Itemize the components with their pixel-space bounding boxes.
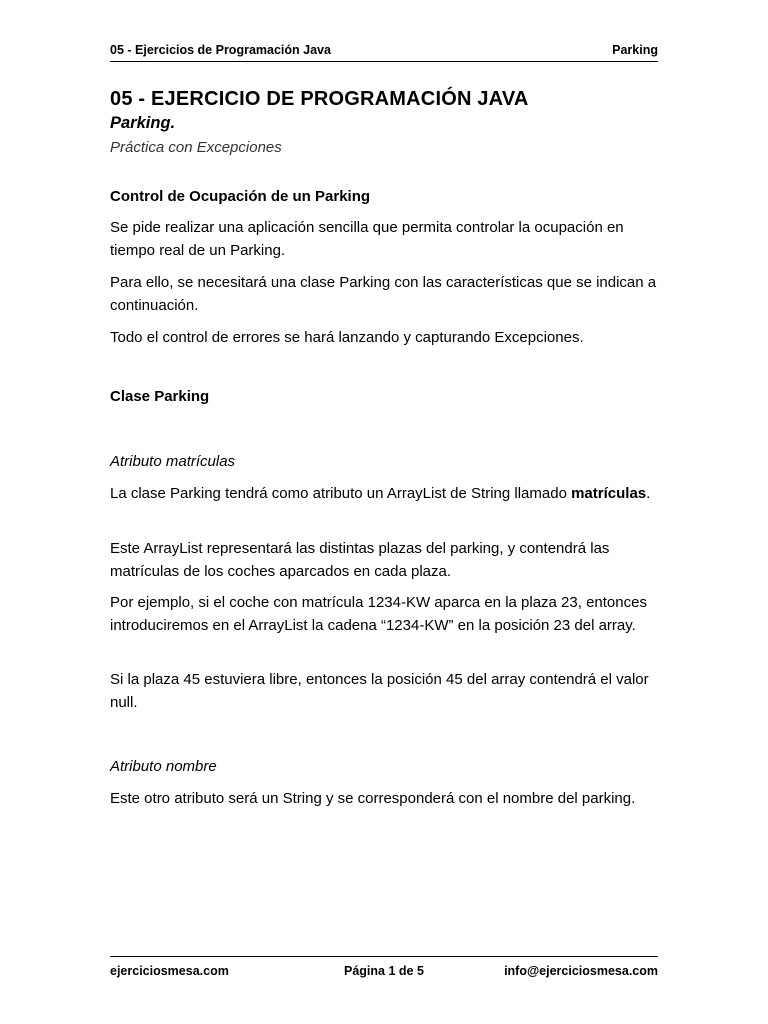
paragraph-matriculas-2: Este ArrayList representará las distintas plazas del parking, y contendrá las matrículas de los coches aparcados en cada plaza.: [110, 540, 610, 580]
paragraph-intro-3: Todo el control de errores se hará lanzando y capturando Excepciones.: [110, 329, 584, 346]
section-heading-clase: Clase Parking: [110, 388, 210, 405]
paragraph-intro-1: Se pide realizar una aplicación sencilla que permita controlar la ocupación en tiempo real de un Parking.: [110, 219, 624, 259]
attribute-heading-nombre: Atributo nombre: [110, 758, 217, 775]
footer-email: info@ejerciciosmesa.com: [504, 964, 658, 978]
attribute-heading-matriculas: Atributo matrículas: [110, 453, 236, 470]
document-subsubtitle: Práctica con Excepciones: [110, 139, 282, 156]
paragraph-matriculas-4: Si la plaza 45 estuviera libre, entonces la posición 45 del array contendrá el valor null.: [110, 671, 649, 711]
footer-page-number: Página 1 de 5: [344, 964, 424, 978]
footer-rule: [110, 956, 658, 957]
header-right: Parking: [612, 43, 658, 57]
paragraph-matriculas-3: Por ejemplo, si el coche con matrícula 1234-KW aparca en la plaza 23, entonces introduciremos en el ArrayList la cadena “1234-KW” en la posición 23 del array.: [110, 594, 647, 634]
matriculas-keyword: matrículas: [571, 485, 647, 502]
paragraph-intro-2: Para ello, se necesitará una clase Parking con las características que se indican a continuación.: [110, 274, 657, 314]
paragraph-matriculas-1-text: La clase Parking tendrá como atributo un ArrayList de String llamado: [110, 485, 572, 502]
document-subtitle: Parking.: [110, 114, 176, 132]
document-title: 05 - EJERCICIO DE PROGRAMACIÓN JAVA: [110, 88, 529, 110]
paragraph-matriculas-1-end: .: [646, 485, 651, 502]
header-rule: [110, 61, 658, 62]
header-left: 05 - Ejercicios de Programación Java: [110, 43, 331, 57]
paragraph-matriculas-1: [110, 482, 670, 505]
paragraph-nombre-1: Este otro atributo será un String y se corresponderá con el nombre del parking.: [110, 790, 636, 807]
footer-website: ejerciciosmesa.com: [110, 964, 229, 978]
section-heading-control: Control de Ocupación de un Parking: [110, 188, 371, 205]
